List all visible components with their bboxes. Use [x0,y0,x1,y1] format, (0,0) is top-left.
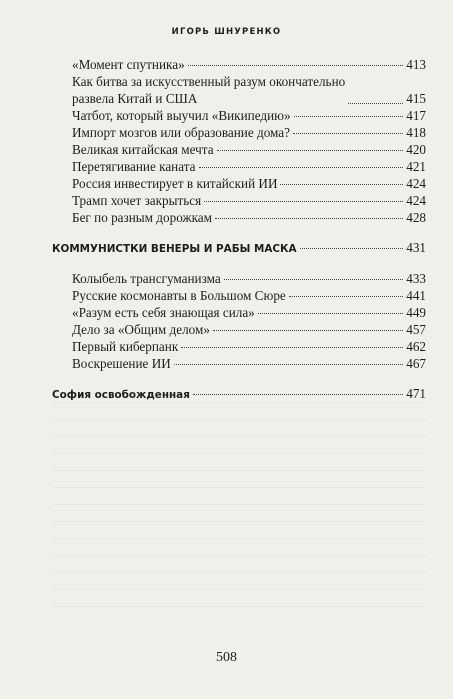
toc-entry [52,209,426,226]
dot-leader [280,184,403,185]
toc-entry-page: 462 [406,339,426,354]
toc-entry [52,107,426,124]
dot-leader [294,116,404,117]
toc-entry-title [72,73,345,107]
toc-entry [52,141,426,158]
dot-leader [224,279,403,280]
toc-entry-page: 421 [406,159,426,174]
toc-entry [52,338,426,355]
toc-entry-page: 424 [406,193,426,208]
page-number: 508 [216,650,237,665]
chapter-title: КОММУНИСТКИ ВЕНЕРЫ И РАБЫ МАСКА [52,243,297,255]
toc-entry-page: 457 [406,322,426,337]
dot-leader [188,65,404,66]
dot-leader [289,296,403,297]
dot-leader [217,150,404,151]
dot-leader [181,347,403,348]
toc-entry-title: Трамп хочет закрыться [72,193,202,208]
toc-entry-title: «Момент спутника» [72,57,185,72]
toc-entry [52,355,426,372]
chapter-title: София освобожденная [52,389,190,401]
toc-entry-page: 428 [406,210,426,225]
page-header: ИГОРЬ ШНУРЕНКО [171,27,282,37]
toc-entry [52,56,426,73]
toc-entry-title: Первый киберпанк [72,339,179,354]
toc-entry [52,304,426,321]
dot-leader [193,394,403,395]
toc-entry [52,321,426,338]
toc-entry-page: 417 [406,108,426,123]
toc-entry-title-line: развела Китай и США [72,91,198,106]
dot-leader [300,248,404,249]
toc-entry [52,192,426,209]
toc-entry-title: «Разум есть себя знающая сила» [72,305,255,320]
toc-entry-page: 441 [406,288,426,303]
dot-leader [215,218,403,219]
toc-entry-page: 433 [406,271,426,286]
dot-leader [348,103,403,104]
toc-entry-title: Импорт мозгов или образование дома? [72,125,290,140]
toc-entry [52,124,426,141]
toc-entry-title: Колыбель трансгуманизма [72,271,221,286]
dot-leader [204,201,403,202]
show-through-texture [52,402,426,612]
dot-leader [258,313,403,314]
dot-leader [293,133,403,134]
toc-entry-page: 449 [406,305,426,320]
toc-entry-page: 413 [406,57,426,72]
toc-entry [52,158,426,175]
toc-entry-title: Великая китайская мечта [72,142,214,157]
toc-entry-title: Бег по разным дорожкам [72,210,212,225]
toc-entry [52,270,426,287]
toc-entry-title: Дело за «Общим делом» [72,322,210,337]
toc-entry [52,175,426,192]
toc-entry-page: 418 [406,125,426,140]
toc-entry-page: 415 [406,91,426,106]
chapter-heading [52,240,426,257]
toc-entry [52,287,426,304]
toc-entry-page: 467 [406,356,426,371]
toc-entry-title: Россия инвестирует в китайский ИИ [72,176,278,191]
chapter-page: 471 [406,386,426,401]
toc-entry-title: Воскрешение ИИ [72,356,171,371]
table-of-contents [52,56,426,416]
toc-entry-title: Русские космонавты в Большом Сюре [72,288,286,303]
dot-leader [174,364,403,365]
toc-entry [52,73,426,107]
chapter-page: 431 [406,240,426,255]
dot-leader [199,167,404,168]
toc-entry-title-line: Как битва за искусственный разум окончательно [72,74,346,89]
toc-entry-title: Чатбот, который выучил «Википедию» [72,108,291,123]
dot-leader [213,330,403,331]
chapter-heading [52,386,426,403]
toc-entry-page: 424 [406,176,426,191]
toc-entry-title: Перетягивание каната [72,159,196,174]
toc-entry-page: 420 [406,142,426,157]
